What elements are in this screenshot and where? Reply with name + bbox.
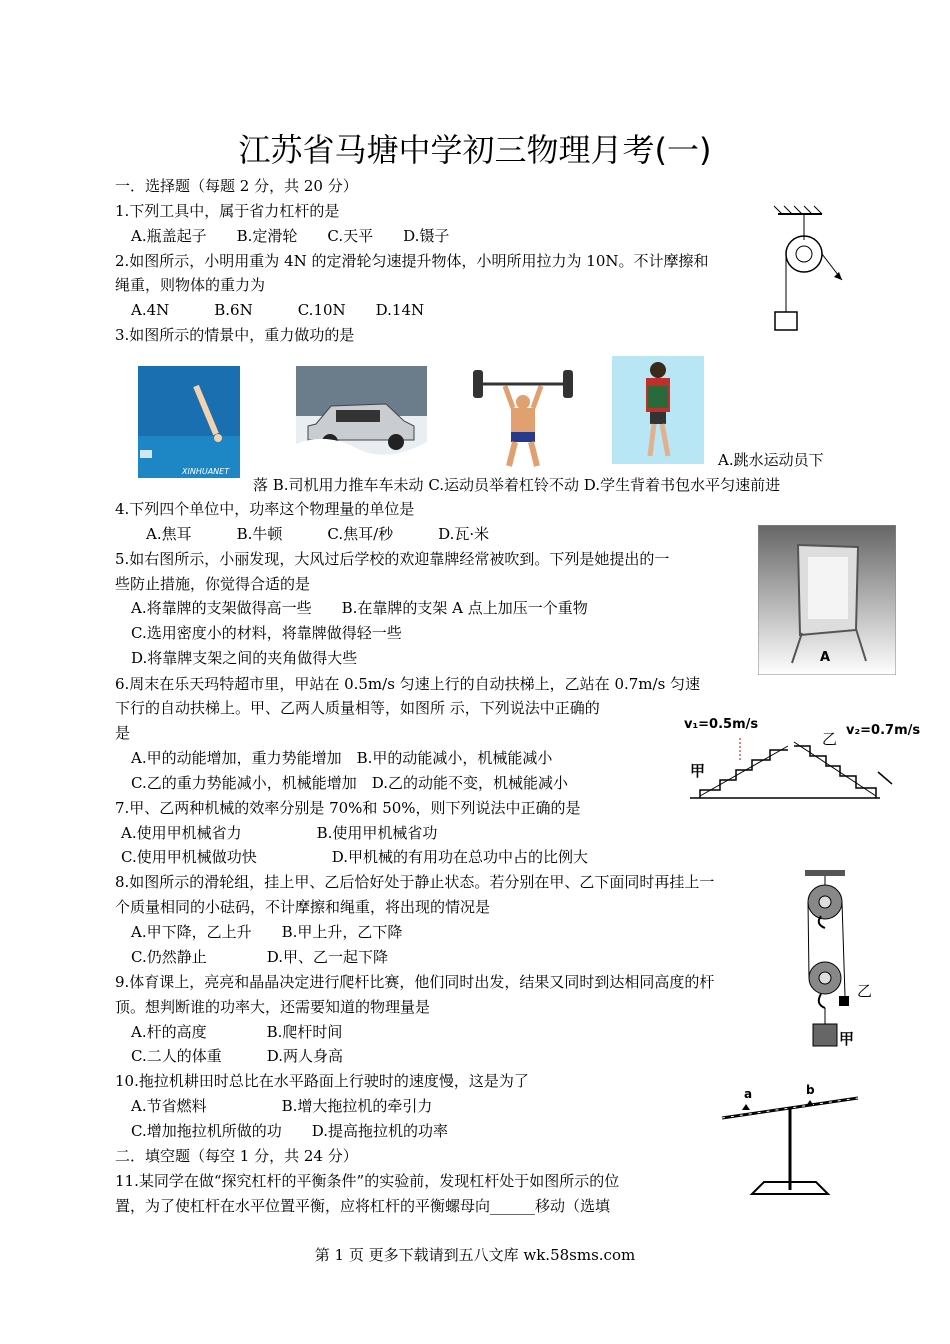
question-1: 1.下列工具中，属于省力杠杆的是: [115, 202, 340, 220]
question-11-line2: 置，为了使杠杆在水平位置平衡，应将杠杆的平衡螺母向______移动（选填: [115, 1197, 611, 1215]
question-8-line1: 8.如图所示的滑轮组，挂上甲、乙后恰好处于静止状态。若分别在甲、乙下面同时再挂上一: [115, 873, 715, 891]
question-6-line1: 6.周末在乐天玛特超市里，甲站在 0.5m/s 匀速上行的自动扶梯上，乙站在 0.7m/s 匀速: [115, 675, 701, 693]
section-choice-header: 一．选择题（每题 2 分，共 20 分）: [115, 177, 358, 195]
escalator-figure: [680, 712, 920, 804]
student-with-backpack-image: [612, 356, 704, 464]
diver-image: [138, 366, 240, 478]
lever-figure: [716, 1082, 864, 1202]
sign-point-label: A: [820, 650, 831, 665]
question-8-options-1: A.甲下降，乙上升 B.甲上升，乙下降: [131, 923, 403, 941]
welcome-sign-image: [758, 525, 896, 675]
question-7: 7.甲、乙两种机械的效率分别是 70%和 50%，则下列说法中正确的是: [115, 799, 581, 817]
question-6-line2: 下行的自动扶梯上。甲、乙两人质量相等，如图所 示，下列说法中正确的: [115, 699, 600, 717]
question-2-line1: 2.如图所示，小明用重为 4N 的定滑轮匀速提升物体，小明所用拉力为 10N。不计摩擦和: [115, 252, 709, 270]
question-4: 4.下列四个单位中，功率这个物理量的单位是: [115, 500, 415, 518]
question-3: 3.如图所示的情景中，重力做功的是: [115, 326, 355, 344]
question-5-line2: 些防止措施，你觉得合适的是: [115, 575, 311, 593]
diver-caption: XINHUANET: [182, 467, 230, 476]
pulley-jia-label: 甲: [839, 1030, 855, 1048]
page-title: 江苏省马塘中学初三物理月考(一): [238, 131, 712, 169]
question-10: 10.拖拉机耕田时总比在水平路面上行驶时的速度慢，这是为了: [115, 1072, 529, 1090]
page-footer: 第 1 页 更多下载请到五八文库 wk.58sms.com: [314, 1246, 636, 1264]
question-5-options-2: C.选用密度小的材料，将靠牌做得轻一些: [131, 624, 402, 642]
question-8-line2: 个质量相同的小砝码，不计摩擦和绳重，将出现的情况是: [115, 898, 491, 916]
car-in-snow-image: [296, 366, 427, 458]
question-2-line2: 绳重，则物体的重力为: [115, 276, 266, 294]
question-8-options-2: C.仍然静止 D.甲、乙一起下降: [131, 948, 388, 966]
question-6-options-1: A.甲的动能增加，重力势能增加 B.甲的动能减小，机械能减小: [131, 749, 553, 767]
escalator-v1-label: v₁=0.5m/s: [684, 717, 759, 732]
question-3-option-a: A.跳水运动员下: [718, 451, 824, 469]
question-1-options: A.瓶盖起子 B.定滑轮 C.天平 D.镊子: [131, 227, 450, 245]
fixed-pulley-figure: [770, 200, 855, 335]
lever-point-a-label: a: [744, 1087, 753, 1101]
question-7-options-1: A.使用甲机械省力 B.使用甲机械省功: [121, 824, 438, 842]
escalator-v2-label: v₂=0.7m/s: [846, 723, 920, 738]
question-7-options-2: C.使用甲机械做功快 D.甲机械的有用功在总功中占的比例大: [121, 848, 588, 866]
weightlifter-image: [465, 366, 581, 470]
question-6-options-2: C.乙的重力势能减小，机械能增加 D.乙的动能不变，机械能减小: [131, 774, 568, 792]
question-2-options: A.4N B.6N C.10N D.14N: [131, 301, 425, 319]
section-fill-header: 二．填空题（每空 1 分，共 24 分）: [115, 1147, 358, 1165]
question-9-line1: 9.体育课上，亮亮和晶晶决定进行爬杆比赛，他们同时出发，结果又同时到达相同高度的杆: [115, 973, 715, 991]
question-5-options-3: D.将靠牌支架之间的夹角做得大些: [131, 649, 358, 667]
question-3-options: 落 B.司机用力推车车未动 C.运动员举着杠铃不动 D.学生背着书包水平匀速前进: [253, 476, 781, 494]
question-9-options-1: A.杆的高度 B.爬杆时间: [131, 1023, 343, 1041]
lever-point-b-label: b: [806, 1083, 815, 1097]
question-4-options: A.焦耳 B.牛顿 C.焦耳/秒 D.瓦·米: [146, 525, 490, 543]
pulley-block-figure: [795, 868, 875, 1060]
escalator-jia-label: 甲: [690, 762, 706, 780]
escalator-yi-label: 乙: [822, 730, 838, 748]
question-9-line2: 顶。想判断谁的功率大，还需要知道的物理量是: [115, 998, 431, 1016]
question-5-line1: 5.如右图所示，小丽发现，大风过后学校的欢迎靠牌经常被吹到。下列是她提出的一: [115, 550, 670, 568]
question-11-line1: 11.某同学在做“探究杠杆的平衡条件”的实验前，发现杠杆处于如图所示的位: [115, 1172, 620, 1190]
question-6-line3: 是: [115, 724, 131, 742]
question-5-options-1: A.将靠牌的支架做得高一些 B.在靠牌的支架 A 点上加压一个重物: [131, 599, 588, 617]
question-10-options-1: A.节省燃料 B.增大拖拉机的牵引力: [131, 1097, 433, 1115]
pulley-yi-label: 乙: [857, 982, 873, 1000]
question-10-options-2: C.增加拖拉机所做的功 D.提高拖拉机的功率: [131, 1122, 448, 1140]
question-9-options-2: C.二人的体重 D.两人身高: [131, 1047, 343, 1065]
